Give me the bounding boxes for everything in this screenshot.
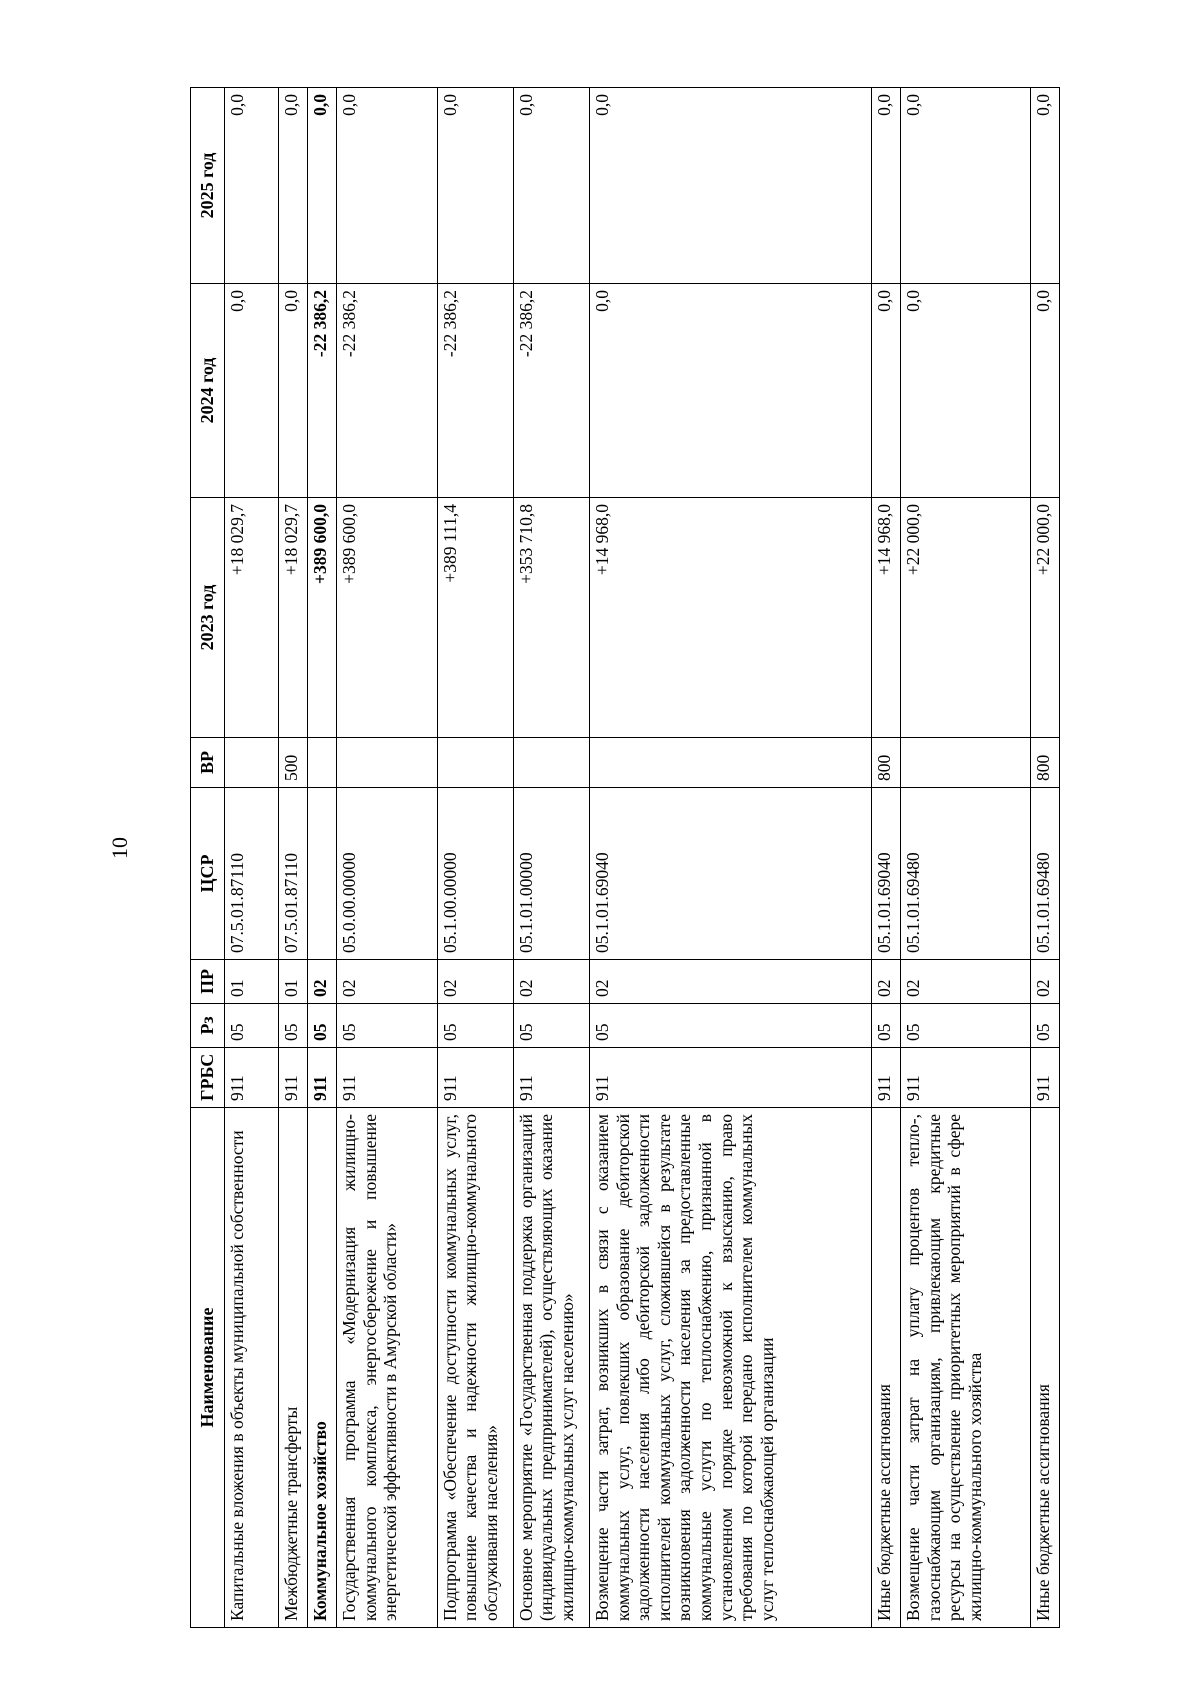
- cell-vr: [336, 738, 437, 788]
- cell-2025: 0,0: [307, 88, 336, 284]
- table-row: [901, 88, 1031, 1628]
- cell-pr: 02: [437, 960, 513, 1004]
- header-rz: Рз: [191, 1004, 225, 1048]
- cell-2025: 0,0: [336, 88, 437, 284]
- cell-2024: -22 386,2: [437, 284, 513, 498]
- cell-2023: +14 968,0: [589, 498, 871, 738]
- cell-grbs: 911: [901, 1048, 1031, 1108]
- header-row: [191, 88, 225, 1628]
- cell-2024: -22 386,2: [513, 284, 589, 498]
- cell-grbs: 911: [589, 1048, 871, 1108]
- cell-vr: [225, 738, 279, 788]
- cell-2023: +14 968,0: [871, 498, 900, 738]
- cell-csr: 05.1.01.69480: [1030, 788, 1059, 960]
- cell-2024: 0,0: [901, 284, 1031, 498]
- page-number: 10: [107, 837, 132, 859]
- cell-rz: 05: [589, 1004, 871, 1048]
- cell-name: Основное мероприятие «Государственная поддержка организаций (индивидуальных предпринимателей), осуществляющих оказание жилищно-коммунальных услуг населению»: [513, 1108, 589, 1628]
- cell-2023: +389 600,0: [336, 498, 437, 738]
- cell-rz: 05: [1030, 1004, 1059, 1048]
- cell-2023: +389 600,0: [307, 498, 336, 738]
- table-row: [336, 88, 437, 1628]
- cell-2025: 0,0: [437, 88, 513, 284]
- header-vr: ВР: [191, 738, 225, 788]
- cell-csr: 05.1.01.69040: [871, 788, 900, 960]
- cell-2024: -22 386,2: [307, 284, 336, 498]
- cell-2025: 0,0: [1030, 88, 1059, 284]
- cell-csr: 05.1.01.00000: [513, 788, 589, 960]
- cell-grbs: 911: [336, 1048, 437, 1108]
- table-row: [871, 88, 900, 1628]
- cell-name: Иные бюджетные ассигнования: [1030, 1108, 1059, 1628]
- cell-pr: 02: [336, 960, 437, 1004]
- cell-grbs: 911: [307, 1048, 336, 1108]
- header-2025: 2025 год: [191, 88, 225, 284]
- cell-pr: 01: [225, 960, 279, 1004]
- table-row: [437, 88, 513, 1628]
- cell-2025: 0,0: [278, 88, 307, 284]
- table-row: [513, 88, 589, 1628]
- table-row: [589, 88, 871, 1628]
- cell-vr: [589, 738, 871, 788]
- cell-csr: 07.5.01.87110: [278, 788, 307, 960]
- table-row: [278, 88, 307, 1628]
- header-2023: 2023 год: [191, 498, 225, 738]
- cell-2024: 0,0: [589, 284, 871, 498]
- cell-rz: 05: [901, 1004, 1031, 1048]
- cell-vr: [307, 738, 336, 788]
- cell-grbs: 911: [1030, 1048, 1059, 1108]
- cell-csr: 05.1.00.00000: [437, 788, 513, 960]
- cell-grbs: 911: [225, 1048, 279, 1108]
- cell-grbs: 911: [437, 1048, 513, 1108]
- cell-vr: 500: [278, 738, 307, 788]
- header-grbs: ГРБС: [191, 1048, 225, 1108]
- cell-name: Капитальные вложения в объекты муниципальной собственности: [225, 1108, 279, 1628]
- cell-vr: 800: [1030, 738, 1059, 788]
- cell-2025: 0,0: [225, 88, 279, 284]
- cell-grbs: 911: [871, 1048, 900, 1108]
- cell-2024: 0,0: [871, 284, 900, 498]
- cell-2024: -22 386,2: [336, 284, 437, 498]
- cell-pr: 02: [1030, 960, 1059, 1004]
- cell-rz: 05: [513, 1004, 589, 1048]
- cell-2024: 0,0: [225, 284, 279, 498]
- cell-name: Возмещение части затрат, возникших в связи с оказанием коммунальных услуг, повлекших образование дебиторской задолженности населения либо дебиторской задолженности исполнителей коммунальных услуг, сложившейся в результате возникновения задолженности населения за предоставленные коммунальные услуги по теплоснабжению, признанной в установленном порядке невозможной к взысканию, право требования по которой передано исполнителем коммунальных услуг теплоснабжающей организации: [589, 1108, 871, 1628]
- cell-rz: 05: [307, 1004, 336, 1048]
- cell-pr: 01: [278, 960, 307, 1004]
- header-2024: 2024 год: [191, 284, 225, 498]
- cell-name: Коммунальное хозяйство: [307, 1108, 336, 1628]
- budget-table: [190, 87, 1060, 1628]
- cell-2023: +18 029,7: [225, 498, 279, 738]
- cell-name: Межбюджетные трансферты: [278, 1108, 307, 1628]
- cell-2024: 0,0: [278, 284, 307, 498]
- cell-pr: 02: [871, 960, 900, 1004]
- cell-rz: 05: [336, 1004, 437, 1048]
- cell-vr: [513, 738, 589, 788]
- cell-rz: 05: [278, 1004, 307, 1048]
- cell-csr: 05.1.01.69040: [589, 788, 871, 960]
- table-row: [1030, 88, 1059, 1628]
- cell-rz: 05: [225, 1004, 279, 1048]
- header-pr: ПР: [191, 960, 225, 1004]
- cell-pr: 02: [589, 960, 871, 1004]
- cell-2024: 0,0: [1030, 284, 1059, 498]
- cell-rz: 05: [437, 1004, 513, 1048]
- cell-pr: 02: [901, 960, 1031, 1004]
- cell-csr: [307, 788, 336, 960]
- cell-pr: 02: [513, 960, 589, 1004]
- cell-vr: [437, 738, 513, 788]
- cell-2023: +22 000,0: [901, 498, 1031, 738]
- cell-2025: 0,0: [901, 88, 1031, 284]
- cell-name: Возмещение части затрат на уплату процентов тепло-, газоснабжающим организациям, привлекающим кредитные ресурсы на осуществление приоритетных мероприятий в сфере жилищно-коммунального хозяйства: [901, 1108, 1031, 1628]
- cell-pr: 02: [307, 960, 336, 1004]
- cell-2025: 0,0: [513, 88, 589, 284]
- header-name: Наименование: [191, 1108, 225, 1628]
- cell-2023: +389 111,4: [437, 498, 513, 738]
- table-row: [225, 88, 279, 1628]
- cell-grbs: 911: [513, 1048, 589, 1108]
- cell-csr: 07.5.01.87110: [225, 788, 279, 960]
- cell-2023: +18 029,7: [278, 498, 307, 738]
- cell-name: Иные бюджетные ассигнования: [871, 1108, 900, 1628]
- cell-2025: 0,0: [589, 88, 871, 284]
- cell-rz: 05: [871, 1004, 900, 1048]
- cell-csr: 05.0.00.00000: [336, 788, 437, 960]
- cell-vr: 800: [871, 738, 900, 788]
- cell-name: Подпрограмма «Обеспечение доступности коммунальных услуг, повышение качества и надежности жилищно-коммунального обслуживания населения»: [437, 1108, 513, 1628]
- cell-grbs: 911: [278, 1048, 307, 1108]
- cell-vr: [901, 738, 1031, 788]
- rotated-table-container: [190, 88, 1060, 1628]
- cell-csr: 05.1.01.69480: [901, 788, 1031, 960]
- cell-2023: +22 000,0: [1030, 498, 1059, 738]
- cell-2025: 0,0: [871, 88, 900, 284]
- cell-name: Государственная программа «Модернизация жилищно-коммунального комплекса, энергосбережение и повышение энергетической эффективности в Амурской области»: [336, 1108, 437, 1628]
- header-csr: ЦСР: [191, 788, 225, 960]
- cell-2023: +353 710,8: [513, 498, 589, 738]
- table-row: [307, 88, 336, 1628]
